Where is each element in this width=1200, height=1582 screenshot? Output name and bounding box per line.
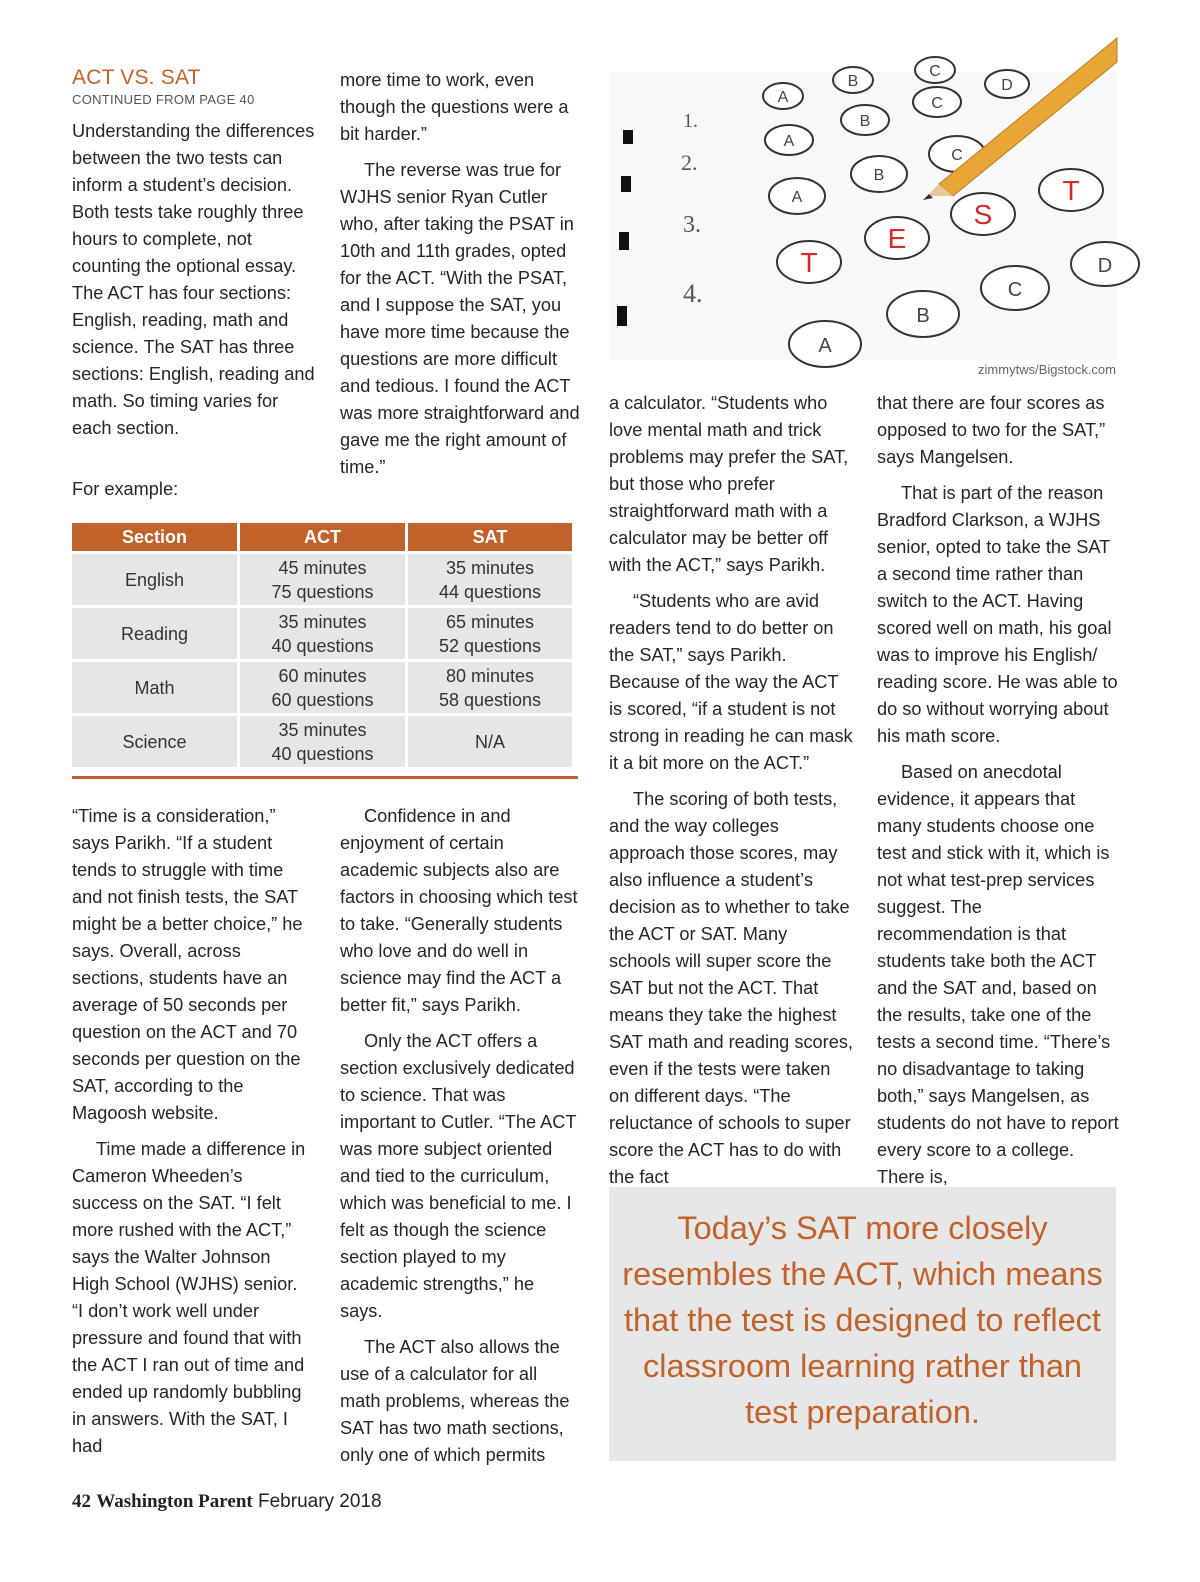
sat-questions: 58 questions bbox=[438, 689, 542, 710]
sat-minutes: 65 minutes bbox=[445, 611, 535, 632]
act-questions: 75 questions bbox=[271, 581, 374, 602]
paragraph: Only the ACT offers a section exclusively dedicated to science. That was important to Cutler. “The ACT was more subject oriented and tied to the curriculum, which was beneficial to me. I felt as though the science section played to my academic strengths,” he says. bbox=[340, 1031, 577, 1321]
svg-text:E: E bbox=[887, 223, 907, 254]
timing-mark bbox=[623, 130, 633, 144]
cell-section: Science bbox=[72, 716, 237, 767]
table-bottom-rule bbox=[72, 776, 578, 779]
bubble bbox=[985, 70, 1029, 98]
column-4 bbox=[877, 390, 1121, 1200]
bubble-marked bbox=[1039, 169, 1103, 211]
paragraph: “Time is a consideration,” says Parikh. “If a student tends to struggle with time and not finish tests, the SAT might be a better choice,” he says. Overall, across sections, students have an average of 50 seconds per question on the ACT and 70 seconds per question on the SAT, according to the Magoosh website. bbox=[72, 806, 303, 1123]
column-2-top bbox=[340, 67, 580, 490]
table-row bbox=[72, 554, 572, 605]
page-number: 42 bbox=[72, 1491, 91, 1512]
cell-act bbox=[240, 608, 405, 659]
bubble bbox=[913, 87, 961, 117]
cell-act bbox=[240, 662, 405, 713]
svg-text:C: C bbox=[931, 95, 943, 112]
comparison-table bbox=[69, 520, 575, 770]
table-row bbox=[72, 662, 572, 713]
bubble-marked bbox=[777, 241, 841, 283]
pull-quote-text: Today’s SAT more closely resembles the ACT, which means that the test is designed to reflect classroom learning rather than test preparation. bbox=[622, 1210, 1103, 1430]
question-number: 4. bbox=[683, 279, 703, 308]
sat-minutes: 80 minutes bbox=[445, 665, 535, 686]
svg-text:T: T bbox=[800, 247, 818, 278]
example-label: For example: bbox=[72, 479, 179, 499]
paragraph: The scoring of both tests, and the way colleges approach those scores, may also influence a student’s decision as to whether to take the ACT or SAT. Many schools will super score the SAT but not the ACT. That means they take the highest SAT math and reading scores, even if the tests were taken on different days. “The reluctance of schools to super score the ACT has to do with the fact bbox=[609, 789, 853, 1187]
bubble bbox=[915, 57, 955, 83]
photo-credit: zimmytws/Bigstock.com bbox=[978, 362, 1116, 377]
cell-section: Reading bbox=[72, 608, 237, 659]
bubble bbox=[841, 105, 889, 135]
header-sat: SAT bbox=[408, 523, 572, 551]
cell-sat bbox=[408, 554, 572, 605]
svg-text:A: A bbox=[791, 189, 803, 206]
bubble bbox=[789, 321, 861, 367]
svg-text:C: C bbox=[1007, 279, 1023, 301]
header-section: Section bbox=[72, 523, 237, 551]
svg-text:A: A bbox=[777, 89, 789, 106]
svg-text:B: B bbox=[859, 113, 871, 130]
cell-sat bbox=[408, 608, 572, 659]
act-minutes: 60 minutes bbox=[278, 665, 367, 686]
paragraph: The reverse was true for WJHS senior Ryan Cutler who, after taking the PSAT in 10th and 11th grades, opted for the ACT. “With the PSAT, and I suppose the SAT, you have more time because the questions are more difficult and tedious. I found the ACT was more straightforward and gave me the right amount of time.” bbox=[340, 160, 580, 477]
sat-questions: 44 questions bbox=[438, 581, 542, 602]
svg-text:B: B bbox=[873, 167, 885, 184]
bubble bbox=[833, 67, 873, 93]
paragraph: That is part of the reason Bradford Clarkson, a WJHS senior, opted to take the SAT a second time rather than switch to the ACT. Having scored well on math, his goal was to improve his English/ reading score. He was able to do so without worrying about his math score. bbox=[877, 483, 1118, 746]
section-kicker: ACT VS. SAT bbox=[72, 66, 201, 89]
question-number: 1. bbox=[683, 110, 698, 132]
paragraph: Confidence in and enjoyment of certain academic subjects also are factors in choosing which test to take. “Generally students who love and do well in science may find the ACT a better fit,” says Parikh. bbox=[340, 806, 578, 1015]
paragraph: a calculator. “Students who love mental math and trick problems may prefer the SAT, but those who prefer straightforward math with a calculator may be better off with the ACT,” says Parikh. bbox=[609, 393, 849, 575]
act-minutes: 45 minutes bbox=[278, 557, 367, 578]
column-1-top bbox=[72, 118, 322, 451]
bubble bbox=[763, 83, 803, 109]
paragraph: “Students who are avid readers tend to do better on the SAT,” says Parikh. Because of the way the ACT is scored, “if a student is not strong in reading he can mask it a bit more on the ACT.” bbox=[609, 591, 853, 773]
answer-sheet-illustration bbox=[609, 63, 1117, 360]
pull-quote-box bbox=[609, 1187, 1116, 1461]
table-row bbox=[72, 608, 572, 659]
act-questions: 40 questions bbox=[271, 635, 374, 656]
svg-text:C: C bbox=[929, 63, 941, 80]
cell-section: Math bbox=[72, 662, 237, 713]
cell-section: English bbox=[72, 554, 237, 605]
svg-text:D: D bbox=[1001, 77, 1013, 94]
bubble-marked bbox=[951, 193, 1015, 235]
bubble bbox=[769, 178, 825, 214]
paragraph: Understanding the differences between the two tests can inform a student’s decision. Both tests take roughly three hours to complete, not counting the optional essay. The ACT has four sections: English, reading, math and science. The SAT has three sections: English, reading and math. So timing varies for each section. bbox=[72, 121, 315, 438]
paragraph: Time made a difference in Cameron Wheeden’s success on the SAT. “I felt more rushed with the ACT,” says the Walter Johnson High School (WJHS) senior. “I don’t work well under pressure and found that with the ACT I ran out of time and ended up randomly bubbling in answers. With the SAT, I had bbox=[72, 1139, 306, 1456]
header-act: ACT bbox=[240, 523, 405, 551]
paragraph: Based on anecdotal evidence, it appears that many students choose one test and stick with it, which is not what test-prep services suggest. The recommendation is that students take both the ACT and the SAT and, based on the results, take one of the tests a second time. “There’s no disadvantage to taking both,” says Mangelsen, as students do not have to report every score to a college. There is, bbox=[877, 762, 1119, 1187]
paragraph: The ACT also allows the use of a calculator for all math problems, whereas the SAT has two math sections, only one of which permits bbox=[340, 1337, 570, 1465]
svg-text:D: D bbox=[1097, 255, 1113, 277]
svg-text:C: C bbox=[951, 147, 963, 164]
column-2-bottom bbox=[340, 803, 580, 1478]
bubble-marked bbox=[865, 217, 929, 259]
bubble bbox=[887, 291, 959, 337]
svg-text:A: A bbox=[783, 133, 795, 150]
cell-sat bbox=[408, 716, 572, 767]
sat-minutes: 35 minutes bbox=[445, 557, 535, 578]
svg-text:B: B bbox=[847, 73, 859, 90]
act-questions: 40 questions bbox=[271, 743, 374, 764]
bubble bbox=[1071, 242, 1139, 286]
magazine-name: Washington Parent bbox=[96, 1491, 253, 1512]
cell-act bbox=[240, 554, 405, 605]
question-number: 2. bbox=[681, 150, 698, 175]
svg-text:S: S bbox=[973, 199, 993, 230]
act-minutes: 35 minutes bbox=[278, 719, 367, 740]
table-header-row bbox=[72, 523, 572, 551]
svg-text:B: B bbox=[916, 305, 930, 327]
bubble bbox=[851, 156, 907, 192]
page-footer bbox=[72, 1491, 382, 1513]
svg-text:T: T bbox=[1062, 175, 1080, 206]
continued-note: CONTINUED FROM PAGE 40 bbox=[72, 92, 255, 107]
bubble bbox=[765, 125, 813, 155]
svg-text:A: A bbox=[818, 335, 832, 357]
issue-date: February 2018 bbox=[258, 1491, 382, 1512]
sat-questions: 52 questions bbox=[438, 635, 542, 656]
timing-mark bbox=[617, 306, 627, 326]
table-row bbox=[72, 716, 572, 767]
question-number: 3. bbox=[683, 212, 701, 238]
act-questions: 60 questions bbox=[271, 689, 374, 710]
timing-mark bbox=[619, 232, 629, 250]
timing-mark bbox=[621, 176, 631, 192]
column-3 bbox=[609, 390, 853, 1200]
cell-act bbox=[240, 716, 405, 767]
cell-sat bbox=[408, 662, 572, 713]
paragraph: more time to work, even though the questions were a bit harder.” bbox=[340, 70, 569, 144]
sat-value: N/A bbox=[474, 731, 505, 752]
answer-sheet-photo bbox=[609, 63, 1117, 360]
act-minutes: 35 minutes bbox=[278, 611, 367, 632]
column-1-bottom bbox=[72, 803, 312, 1469]
bubble bbox=[981, 266, 1049, 310]
paragraph: that there are four scores as opposed to two for the SAT,” says Mangelsen. bbox=[877, 393, 1106, 467]
